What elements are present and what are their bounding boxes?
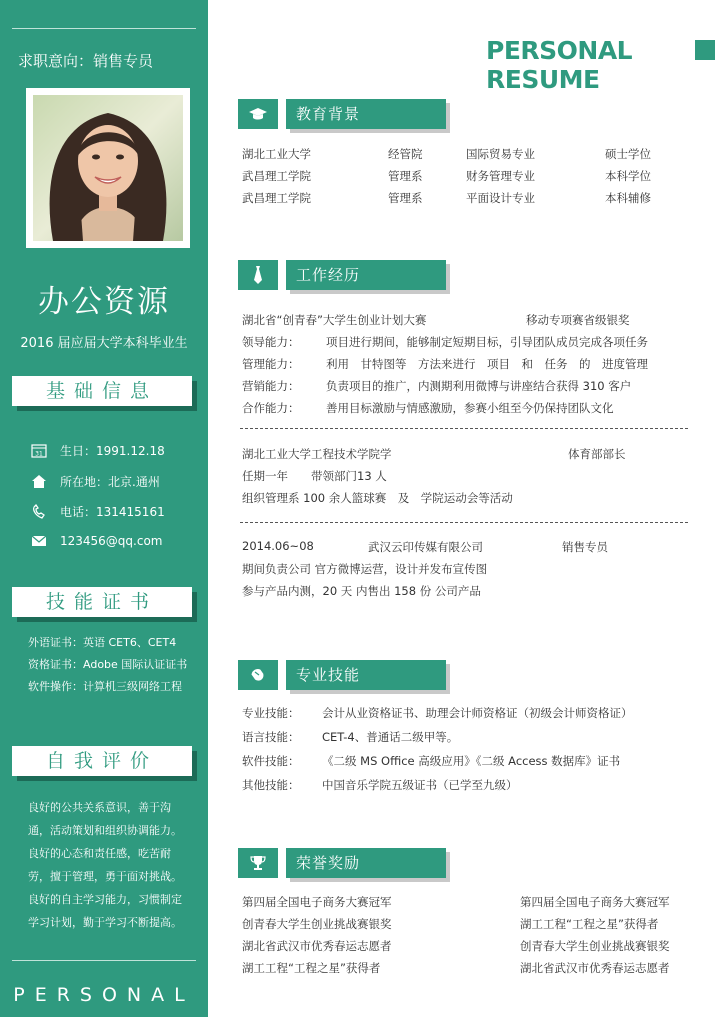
avatar [26,88,190,248]
work-item-text: 项目进行期间，能够制定短期目标，引导团队成员完成各项任务 [326,335,648,349]
work-job-line: 参与产品内测，20 天 内售出 158 份 公司产品 [242,584,481,598]
work-org-line: 任期一年 带领部门13 人 [242,469,387,483]
education-header [238,99,446,129]
edu-degree: 本科辅修 [605,191,651,205]
eval-line: 劳，擅于管理，勇于面对挑战。 [28,870,182,883]
profile-photo [33,95,183,241]
home-icon [30,473,48,489]
cert-language: 外语证书：英语 CET6、CET4 [28,636,177,649]
birthday-text: 生日：1991.12.18 [60,443,165,458]
eval-line: 良好的公共关系意识，善于沟 [28,801,171,814]
calendar-icon [30,442,48,458]
honors-header [238,848,446,878]
work-job-company: 武汉云印传媒有限公司 [368,540,483,554]
sidebar [0,0,208,1017]
tie-icon [238,260,278,290]
work-item-label: 领导能力： [242,335,300,349]
mouse-icon [238,660,278,690]
phone-icon [30,503,48,519]
skill-text: 中国音乐学院五级证书（已学至九级） [322,778,518,792]
skill-label: 专业技能： [242,706,300,720]
honor-item: 第四届全国电子商务大赛冠军 [242,895,392,909]
work-project-award: 移动专项赛省级银奖 [526,313,630,327]
work-job-role: 销售专员 [562,540,608,554]
work-item-label: 管理能力： [242,357,300,371]
dashed-divider [240,428,688,429]
self-evaluation-heading: 自我评价 [12,746,192,776]
work-job-date: 2014.06~08 [242,539,314,553]
honor-item: 湖工工程“工程之星”获得者 [520,917,659,931]
edu-dept: 经管院 [388,147,423,161]
work-title: 工作经历 [296,266,361,284]
skill-text: 会计从业资格证书、助理会计师资格证（初级会计师资格证） [322,706,633,720]
edu-major: 平面设计专业 [466,191,535,205]
work-org-line: 组织管理系 100 余人篮球赛 及 学院运动会等活动 [242,491,513,505]
honor-item: 湖工工程“工程之星”获得者 [242,961,381,975]
resume-title: PERSONAL RESUME [486,36,633,94]
graduate-info: 2016 届应届大学本科毕业生 [20,336,188,351]
dashed-divider [240,522,688,523]
skill-label: 软件技能： [242,754,300,768]
skill-text: CET-4、普通话二级甲等。 [322,730,459,744]
work-item-text: 负责项目的推广，内测期利用微博与讲座结合获得 310 客户 [326,379,632,393]
edu-dept: 管理系 [388,169,423,183]
work-item-label: 合作能力： [242,401,300,415]
honor-item: 湖北省武汉市优秀春运志愿者 [520,961,670,975]
location-row [30,471,160,491]
eval-line: 良好的自主学习能力，习惯制定 [28,893,182,906]
phone-row [30,501,165,521]
skills-title: 专业技能 [296,666,361,684]
mail-icon [30,533,48,549]
honor-item: 创青春大学生创业挑战赛银奖 [520,939,670,953]
candidate-name: 办公资源 [38,284,170,320]
skill-label: 语言技能： [242,730,300,744]
sidebar-divider [12,960,196,961]
work-project-name: 湖北省“创青春”大学生创业计划大赛 [242,313,427,327]
work-item-text: 利用 甘特图等 方法来进行 项目 和 任务 的 进度管理 [326,357,648,371]
work-item-text: 善用目标激励与情感激励，参赛小组至今仍保持团队文化 [326,401,614,415]
edu-school: 湖北工业大学 [242,147,311,161]
location-text: 所在地：北京.通州 [60,474,160,489]
edu-major: 财务管理专业 [466,169,535,183]
education-title: 教育背景 [296,105,361,123]
skill-label: 其他技能： [242,778,300,792]
svg-text:31: 31 [35,450,43,457]
email-text: 123456@qq.com [60,534,163,548]
cert-qualification: 资格证书：Adobe 国际认证证书 [28,658,188,671]
edu-major: 国际贸易专业 [466,147,535,161]
sidebar-divider [12,28,196,29]
work-job-line: 期间负责公司 官方微博运营，设计并发布宣传图 [242,562,488,576]
edu-dept: 管理系 [388,191,423,205]
job-intent: 求职意向：销售专员 [18,52,154,70]
self-evaluation-text [28,796,190,934]
honors-title: 荣誉奖励 [296,854,361,872]
edu-school: 武昌理工学院 [242,191,311,205]
graduation-cap-icon [238,99,278,129]
edu-degree: 本科学位 [605,169,651,183]
email-row [30,531,163,551]
eval-line: 学习计划，勤于学习不断提高。 [28,916,182,929]
honor-item: 创青春大学生创业挑战赛银奖 [242,917,392,931]
edu-degree: 硕士学位 [605,147,651,161]
cert-software: 软件操作：计算机三级网络工程 [28,680,182,693]
sidebar-footer: PERSONAL [13,984,195,1006]
work-header [238,260,446,290]
certificates-heading: 技能证书 [12,587,192,617]
trophy-icon [238,848,278,878]
phone-text: 电话：131415161 [60,504,165,519]
skill-text: 《二级 MS Office 高级应用》《二级 Access 数据库》证书 [322,754,621,768]
work-org-name: 湖北工业大学工程技术学院学 [242,447,392,461]
basic-info-heading: 基础信息 [12,376,192,406]
eval-line: 通，活动策划和组织协调能力。 [28,824,182,837]
edu-school: 武昌理工学院 [242,169,311,183]
honor-item: 第四届全国电子商务大赛冠军 [520,895,670,909]
birthday-row [30,440,165,460]
honor-item: 湖北省武汉市优秀春运志愿者 [242,939,392,953]
work-org-role: 体育部部长 [568,447,626,461]
eval-line: 良好的心态和责任感，吃苦耐 [28,847,171,860]
skills-header [238,660,446,690]
title-square [695,40,715,60]
work-item-label: 营销能力： [242,379,300,393]
